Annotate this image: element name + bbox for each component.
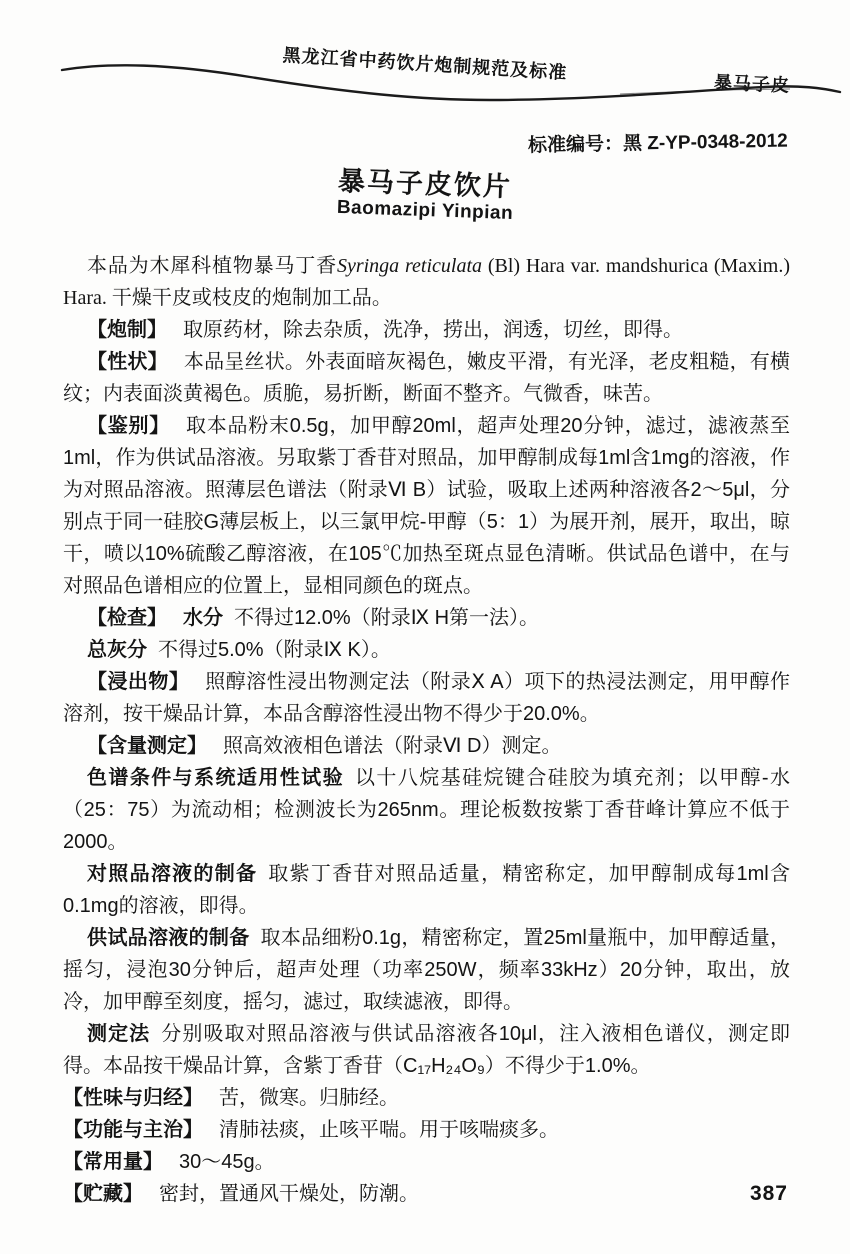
section-label: 【常用量】 (63, 1151, 163, 1173)
text-segment: 照高效液相色谱法（附录Ⅵ D）测定。 (223, 735, 562, 757)
text-segment: 不得过5.0%（附录Ⅸ K）。 (158, 639, 391, 661)
section-label: 【浸出物】 (87, 671, 190, 693)
text-segment: 取紫丁香苷对照品适量，精密称定，加甲醇制成每1ml含0.1mg的溶液，即得。 (63, 863, 790, 917)
running-head-book-title: 黑龙江省中药饮片炮制规范及标准 (282, 45, 568, 83)
text-segment: 密封，置通风干燥处，防潮。 (159, 1183, 419, 1205)
text-segment: 对照品溶液的制备 (87, 863, 258, 885)
text-segment: 取本品粉末0.5g，加甲醇20ml，超声处理20分钟，滤过，滤液蒸至1ml，作为供试品溶液。另取紫丁香苷对照品，加甲醇制成每1ml含1mg的溶液，作为对照品溶液。照薄层色谱法（附录Ⅵ B）试验，吸取上述两种溶液各2～5μl，分别点于同一硅胶G薄层板上，以三氯甲烷-甲醇（5：1）为展开剂，展开，取出，晾干，喷以10%硫酸乙醇溶液，在105℃加热至斑点显色清晰。供试品色谱中，在与对照品色谱相应的位置上，显相同颜色的斑点。 (63, 415, 790, 597)
header-rule-line (60, 62, 842, 114)
text-segment: 测定法 (87, 1023, 151, 1045)
section-label: 【检查】 (87, 607, 167, 629)
text-segment: 30～45g。 (179, 1151, 275, 1173)
text-segment: 苦，微寒。归肺经。 (219, 1087, 399, 1109)
standard-number: 标准编号：黑 Z-YP-0348-2012 (528, 130, 789, 157)
text-segment: (Bl) Hara var. mandshurica (Maxim.) Hara. (63, 255, 790, 309)
pinyin-title: Baomazipi Yinpian (336, 196, 514, 225)
text-segment: 分别吸取对照品溶液与供试品溶液各10μl，注入液相色谱仪，测定即得。本品按干燥品计算，含紫丁香苷（C₁₇H₂₄O₉）不得少于1.0%。 (63, 1023, 791, 1077)
section-label: 【功能与主治】 (63, 1119, 203, 1141)
paragraph (63, 858, 790, 922)
paragraph (63, 634, 790, 666)
paragraph (63, 314, 790, 346)
paragraph (63, 410, 790, 602)
section-label: 【贮藏】 (63, 1183, 143, 1205)
text-segment: Syringa reticulata (336, 255, 483, 277)
paragraph (63, 666, 790, 730)
paragraph (63, 1114, 790, 1146)
paragraph (63, 1082, 790, 1114)
text-segment: 本品呈丝状。外表面暗灰褐色，嫩皮平滑，有光泽，老皮粗糙，有横纹；内表面淡黄褐色。质脆，易折断，断面不整齐。气微香，味苦。 (63, 351, 791, 405)
text-segment: 取本品细粉0.1g，精密称定，置25ml量瓶中，加甲醇适量，摇匀，浸泡30分钟后，超声处理（功率250W，频率33kHz）20分钟，取出，放冷，加甲醇至刻度，摇匀，滤过，取续滤液，即得。 (63, 927, 791, 1013)
text-segment: 色谱条件与系统适用性试验 (87, 767, 344, 789)
text-segment: 水分 (183, 607, 223, 629)
text-segment: 清肺祛痰，止咳平喘。用于咳喘痰多。 (219, 1119, 559, 1141)
paragraph (63, 730, 790, 762)
paragraph (63, 1146, 790, 1178)
text-segment: 供试品溶液的制备 (87, 927, 250, 949)
text-segment: 干燥干皮或枝皮的炮制加工品。 (111, 287, 392, 309)
running-head-section-title: 暴马子皮 (713, 72, 791, 96)
paragraph (63, 602, 790, 634)
section-label: 【炮制】 (87, 319, 167, 341)
text-segment: 不得过12.0%（附录Ⅸ H第一法）。 (234, 607, 540, 629)
text-segment: 本品为木犀科植物暴马丁香 (87, 255, 337, 277)
section-label: 【鉴别】 (87, 415, 170, 437)
paragraph (63, 346, 790, 410)
paragraph (63, 250, 790, 314)
paragraph (63, 922, 790, 1018)
text-segment: 照醇溶性浸出物测定法（附录Ⅹ A）项下的热浸法测定，用甲醇作溶剂，按干燥品计算，本品含醇溶性浸出物不得少于20.0%。 (63, 671, 790, 725)
text-segment: 以十八烷基硅烷键合硅胶为填充剂；以甲醇-水（25：75）为流动相；检测波长为265nm。理论板数按紫丁香苷峰计算应不低于2000。 (63, 767, 790, 853)
paragraph (63, 762, 790, 858)
paragraph (63, 1018, 790, 1082)
page-number: 387 (749, 1182, 788, 1205)
section-label: 【性状】 (87, 351, 168, 373)
paragraph (63, 1178, 790, 1210)
page-title: 暴马子皮饮片 (337, 165, 513, 203)
section-label: 【含量测定】 (87, 735, 207, 757)
text-segment: 总灰分 (87, 639, 147, 661)
text-segment: 取原药材，除去杂质，洗净，捞出，润透，切丝，即得。 (183, 319, 683, 341)
section-label: 【性味与归经】 (63, 1087, 203, 1109)
body-text (63, 250, 790, 1210)
